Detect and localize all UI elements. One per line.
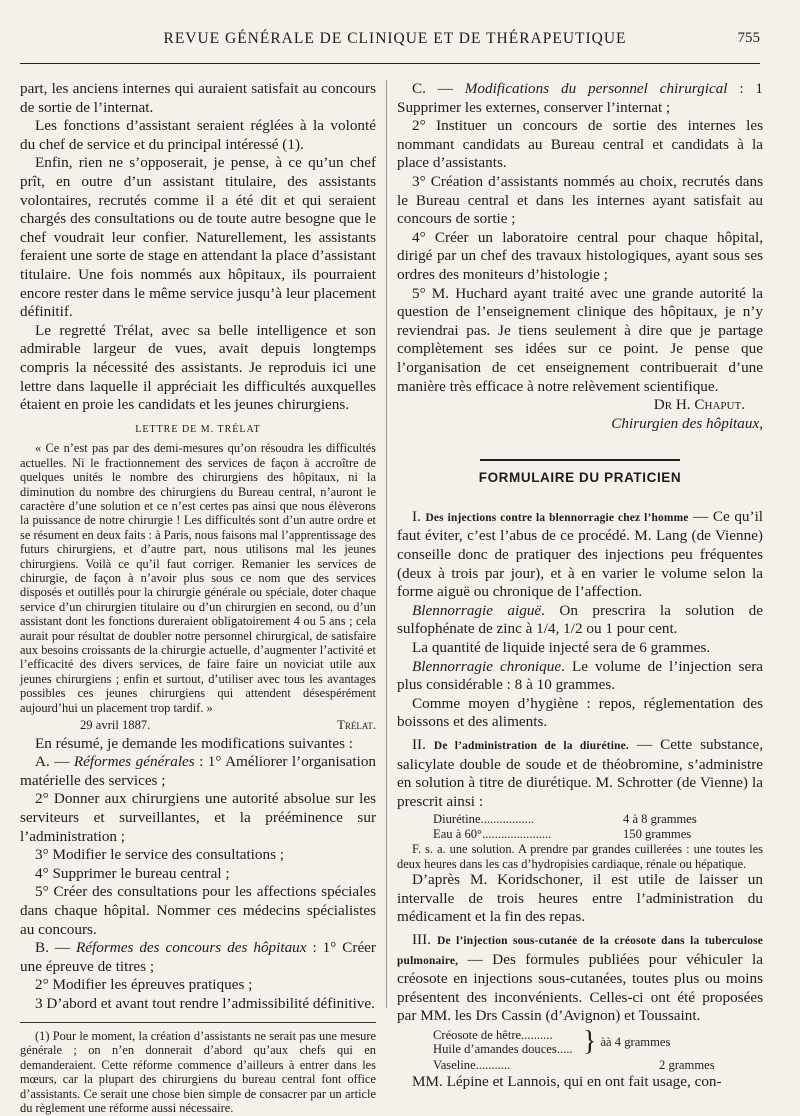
reform-b xyxy=(20,939,376,976)
paragraph xyxy=(397,602,763,639)
formula-1 xyxy=(397,508,763,602)
formula-3-title: De l’injection sous-cutanée de la créosote dans la tuberculose pulmonaire, xyxy=(397,935,763,967)
reform-c-title: Modifications du personnel chirurgical xyxy=(465,80,728,97)
right-column xyxy=(397,80,763,1092)
paragraph: part, les anciens internes qui auraient satisfait au concours de sortie de l’internat. xyxy=(20,80,376,117)
prescription-row: Diurétine................. 4 à 8 grammes xyxy=(397,812,763,827)
author-signature: Dr H. Chaput. xyxy=(397,396,763,415)
section-title: FORMULAIRE DU PRATICIEN xyxy=(397,469,763,488)
list-item: 3° Création d’assistants nommés au choix, recrutés dans le Bureau central et dans les internes ayant satisfait au concours de sortie ; xyxy=(397,173,763,229)
formula-3-text: — Des formules publiées pour véhiculer la créosote en injections sous-cutanées, toutes plus ou moins présentent des inconvénients. Celles-ci ont été proposées par MM. les Drs Cassin (d’Avignon) et Toussaint. xyxy=(397,951,763,1025)
list-item: 4° Supprimer le bureau central ; xyxy=(20,865,376,884)
list-item: 2° Instituer un concours de sortie des internes les nommant candidats au Bureau central et candidats à la place d’assistants. xyxy=(397,117,763,173)
prescription-table xyxy=(397,1028,763,1056)
reform-c-text: : 1 Supprimer les externes, conserver l’internat ; xyxy=(397,80,763,116)
reform-a-text: : 1° Améliorer l’organisation matérielle des services ; xyxy=(20,753,376,789)
reform-a xyxy=(20,753,376,790)
section-rule xyxy=(480,459,680,461)
paragraph: Les fonctions d’assistant seraient réglées à la volonté du chef de service et du principal intéressé (1). xyxy=(20,117,376,154)
paragraph: MM. Lépine et Lannois, qui en ont fait usage, con- xyxy=(397,1073,763,1092)
formula-2-title: De l’administration de la diurétine. xyxy=(434,740,629,752)
letter-signature: Trélat. xyxy=(337,716,376,735)
letter-heading: LETTRE DE M. TRÉLAT xyxy=(20,421,376,440)
formula-2 xyxy=(397,736,763,811)
letter-signature-line xyxy=(20,716,376,735)
paragraph xyxy=(397,658,763,695)
list-item: 3° Modifier le service des consultations ; xyxy=(20,846,376,865)
reform-b-text: : 1° Créer une épreuve de titres ; xyxy=(20,939,376,975)
letter-date: 29 avril 1887. xyxy=(20,716,150,735)
reform-a-label: A. — xyxy=(35,753,74,770)
letter-text: « Ce n’est pas par des demi-mesures qu’on résoudra les difficultés actuelles. Ni le fractionnement des services de façon à accroître de quelques unités le nombre des chirurgiens des hôpitaux, ni la diminution du nombre des chirurgiens du Bureau central, n’auront le caractère d’une solution et ce n’est certes pas ainsi que nous élèverons la puissance de notre chirurgie ! Les difficultés sont d’un autre ordre et se résument en deux faits : à Paris, nous faisons mal l’apprentissage des futurs chirurgiens, et d’autre part, nous utilisons mal les jeunes chirurgiens. Voilà ce qu’il faut corriger. Remanier les services de chirurgie, de façon à n’avoir plus sous ce nom que des services disposés et outillés pour la chirurgie générale ou spéciale, doter chaque service d’un chirurgien titulaire ou d’un chirurgien en second, ou d’un assistant dont les fonctions dureraient obligatoirement 4 ou 5 ans ; cela aurait pour résultat de doubler notre personnel chirurgical, de satisfaire aux besoins croissants de la chirurgie actuelle, d’augmenter l’activité et l’efficacité des divers services, de faire faire un noviciat utile aux jeunes chirurgiens ; enfin et surtout, d’utiliser avec tous les avantages possibles ces jeunes chirurgiens qui attendent désespérément aujourd’hui un placement trop tardif. » xyxy=(20,441,376,715)
prescription-note: F. s. a. une solution. A prendre par grandes cuillerées : une toutes les deux heures dans les cas d’hydropisies cardiaque, rénale ou hépatique. xyxy=(397,842,763,871)
left-column xyxy=(20,80,376,1116)
paragraph-text: . On prescrira la solution de sulfophénate de zinc à 1/4, 1/2 ou 1 pour cent. xyxy=(397,602,763,638)
paragraph: D’après M. Koridschoner, il est utile de laisser un intervalle de trois heures entre l’administration du médicament et la fin des repas. xyxy=(397,871,763,927)
paragraph: Comme moyen d’hygiène : repos, réglementation des boissons et des aliments. xyxy=(397,695,763,732)
journal-title: REVUE GÉNÉRALE DE CLINIQUE ET DE THÉRAPEUTIQUE xyxy=(30,30,760,48)
reform-c-label: C. — xyxy=(412,80,465,97)
formula-1-text: — Ce qu’il faut éviter, c’est l’abus de ce procédé. M. Lang (de Vienne) conseille donc de pratiquer des injections peu fréquentes (deux à trois par jour), et à en varier le volume selon la forme aiguë ou chronique de l’affection. xyxy=(397,508,763,600)
list-item: 2° Modifier les épreuves pratiques ; xyxy=(20,976,376,995)
subheading: Blennorragie chronique xyxy=(412,658,561,675)
paragraph: La quantité de liquide injecté sera de 6 grammes. xyxy=(397,639,763,658)
paragraph: Enfin, rien ne s’opposerait, je pense, à ce qu’un chef prît, en outre d’un assistant titulaire, des assistants volontaires, recrutés comme il a été dit et qui seraient chargés des consultations ou de toute autre besogne que le chef voudrait leur confier. Naturellement, les assistants feraient une sorte de stage en attendant la place d’assistant titulaire. Une fois nommés aux hôpitaux, ils pourraient encore rester dans le même service jusqu’à leur placement définitif. xyxy=(20,154,376,321)
prescription-row: Vaseline........... 2 grammes xyxy=(397,1058,763,1073)
formula-3 xyxy=(397,931,763,1026)
prescription-row: Eau à 60°...................... 150 grammes xyxy=(397,827,763,842)
formula-1-number: I. xyxy=(412,508,425,525)
list-item: 5° Créer des consultations pour les affections spéciales dans chaque hôpital. Nommer ces médecins spécialistes au concours. xyxy=(20,883,376,939)
formula-2-text: — Cette substance, salicylate double de soude et de théobromine, s’administre en solution à titre de diurétique. M. Schrotter (de Vienne) la prescrit ainsi : xyxy=(397,736,763,810)
paragraph: Le regretté Trélat, avec sa belle intelligence et son admirable largeur de vues, avait depuis longtemps compris la nécessité des assistants. Je reproduis ici une lettre dans laquelle il appréciait les difficultés auxquelles étaient en proie les candidats et les jeunes chirurgiens. xyxy=(20,322,376,415)
reform-a-title: Réformes générales xyxy=(74,753,195,770)
list-item: 4° Créer un laboratoire central pour chaque hôpital, dirigé par un chef des travaux histologiques, ayant sous ses ordres des moniteurs d’histologie ; xyxy=(397,229,763,285)
prescription-table xyxy=(397,812,763,841)
brace-symbol: } xyxy=(583,1028,600,1056)
paragraph: En résumé, je demande les modifications suivantes : xyxy=(20,735,376,754)
list-item: 5° M. Huchard ayant traité avec une grande autorité la question de l’enseignement clinique des hôpitaux, je n’y reviendrai pas. Je tiens seulement à dire que je partage complètement ses idées sur ce point. Je pense que l’organisation de cet enseignement contribuerait d’une manière très efficace à notre relèvement scientifique. xyxy=(397,285,763,397)
subheading: Blennorragie aiguë xyxy=(412,602,541,619)
column-divider xyxy=(386,80,387,1008)
list-item: 3 D’abord et avant tout rendre l’admissibilité définitive. xyxy=(20,995,376,1014)
formula-2-number: II. xyxy=(412,736,434,753)
paragraph-text: . Le volume de l’injection sera plus considérable : 8 à 10 grammes. xyxy=(397,658,763,694)
footnote: (1) Pour le moment, la création d’assistants ne serait pas une mesure générale ; on n’en donnerait d’abord qu’aux chefs qui en demanderaient. Cette réforme commence d’ailleurs à entrer dans les mœurs, car la plupart des chirurgiens du bureau central font office d’assistants. Ce serait une chose bien simple de consacrer par un article du règlement une réforme aussi nécessaire. xyxy=(20,1029,376,1116)
page-number: 755 xyxy=(738,30,761,47)
author-title: Chirurgien des hôpitaux, xyxy=(397,415,763,434)
reform-b-title: Réformes des concours des hôpitaux xyxy=(76,939,306,956)
reform-b-label: B. — xyxy=(35,939,76,956)
prescription-value: àà 4 grammes xyxy=(600,1035,670,1049)
prescription-item: Créosote de hêtre.......... xyxy=(433,1028,583,1042)
list-item: 2° Donner aux chirurgiens une autorité absolue sur les serviteurs et surveillantes, et la prééminence sur l’administration ; xyxy=(20,790,376,846)
formula-1-title: Des injections contre la blennorragie chez l’homme xyxy=(425,512,688,524)
formula-3-number: III. xyxy=(412,931,437,948)
running-header xyxy=(30,28,760,54)
header-rule xyxy=(20,63,760,64)
footnote-rule xyxy=(20,1022,376,1023)
prescription-item: Huile d’amandes douces..... xyxy=(433,1042,583,1056)
reform-c xyxy=(397,80,763,117)
